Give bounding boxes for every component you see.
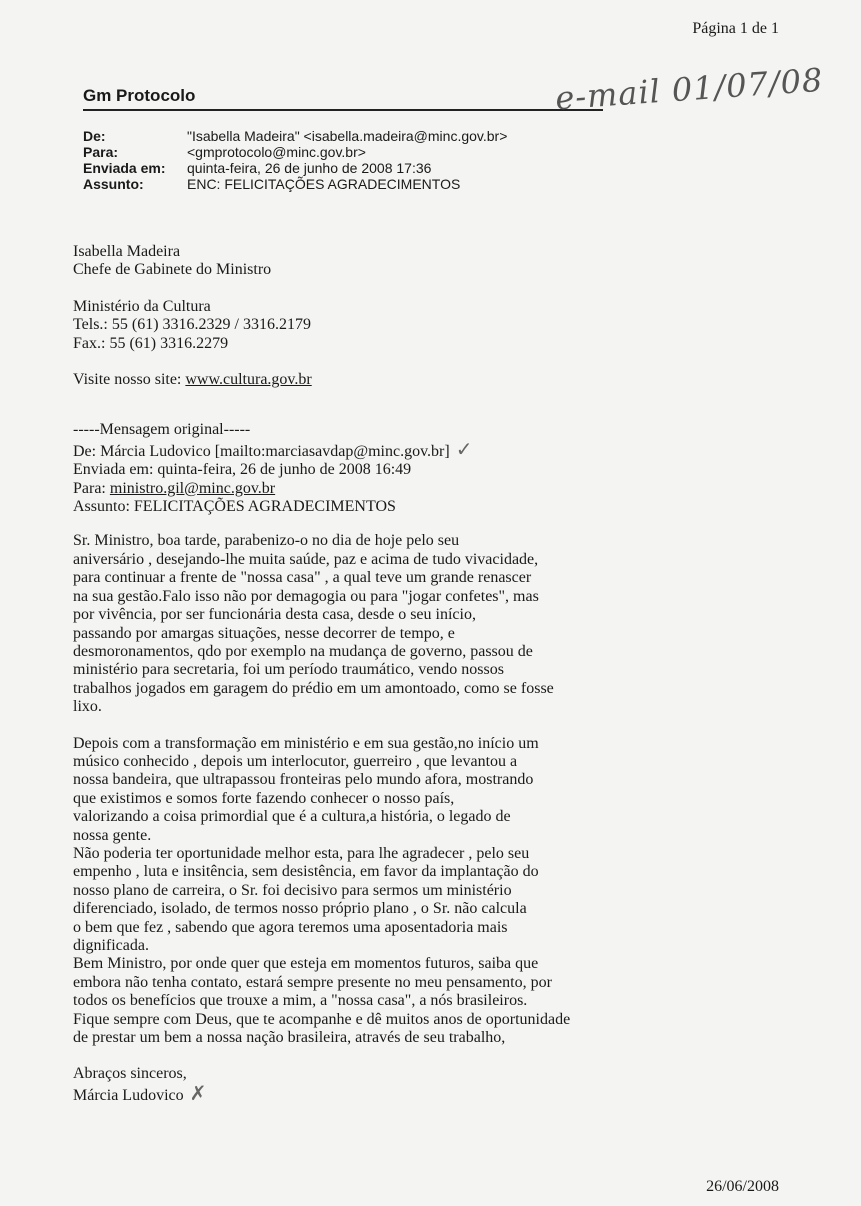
original-from: [73, 436, 633, 461]
email-body: [73, 243, 633, 1105]
meta-to-row: [83, 144, 507, 160]
meta-label: De:: [83, 128, 106, 144]
text-line: nossa gente.: [73, 826, 152, 844]
original-to: [73, 480, 633, 498]
text-line: todos os benefícios que trouxe a mim, a "nossa casa", a nós brasileiros.: [73, 992, 528, 1010]
original-from-text: De: Márcia Ludovico [mailto:marciasavdap@minc.gov.br]: [73, 442, 450, 460]
text-line: Bem Ministro, por onde quer que esteja em momentos futuros, saiba que: [73, 955, 539, 973]
text-line: passando por amargas situações, nesse decorrer de tempo, e: [73, 624, 455, 642]
signature-name: Isabella Madeira: [73, 243, 181, 260]
header-title: Gm Protocolo: [83, 86, 196, 105]
meta-value: quinta-feira, 26 de junho de 2008 17:36: [187, 160, 432, 176]
meta-subject-row: [83, 176, 507, 192]
footer-date: 26/06/2008: [706, 1178, 779, 1195]
text-line: por vivência, por ser funcionária desta casa, desde o seu início,: [73, 606, 476, 624]
text-line: de prestar um bem a nossa nação brasileira, através de seu trabalho,: [73, 1029, 506, 1047]
signature-fax: Fax.: 55 (61) 3316.2279: [73, 334, 229, 352]
text-line: na sua gestão.Falo isso não por demagogia ou para "jogar confetes", mas: [73, 587, 539, 605]
text-line: que existimos e somos forte fazendo conhecer o nosso país,: [73, 789, 455, 807]
text-line: embora não tenha contato, estará sempre presente no meu pensamento, por: [73, 973, 552, 991]
text-line: dignificada.: [73, 937, 149, 954]
original-divider: -----Mensagem original-----: [73, 421, 251, 439]
message-paragraph-2: [73, 735, 613, 1048]
text-line: nossa bandeira, que ultrapassou fronteiras pelo mundo afora, mostrando: [73, 771, 534, 789]
original-to-email[interactable]: ministro.gil@minc.gov.br: [109, 479, 276, 497]
header-divider: [83, 109, 603, 111]
text-line: ministério para secretaria, foi um período traumático, vendo nossos: [73, 661, 504, 679]
message-paragraph-1: [73, 532, 613, 716]
text-line: valorizando a coisa primordial que é a cultura,a história, o legado de: [73, 808, 511, 826]
text-line: Sr. Ministro, boa tarde, parabenizo-o no dia de hoje pelo seu: [73, 532, 460, 550]
signature-site: [73, 371, 633, 389]
text-line: diferenciado, isolado, de termos nosso próprio plano , o Sr. não calcula: [73, 900, 527, 918]
meta-from-row: [83, 128, 507, 144]
handwritten-note: e-mail 01/07/08: [554, 60, 825, 118]
checkmark-icon: ✓: [455, 436, 473, 461]
original-to-label: Para:: [73, 479, 110, 497]
page-number: Página 1 de 1: [692, 20, 779, 37]
closing-name: [73, 1080, 633, 1105]
email-meta: [83, 128, 507, 192]
closing: Abraços sinceros,: [73, 1065, 187, 1083]
meta-value: "Isabella Madeira" <isabella.madeira@minc.gov.br>: [187, 128, 508, 144]
meta-label: Assunto:: [83, 176, 144, 192]
closing-name-text: Márcia Ludovico: [73, 1086, 184, 1104]
text-line: desmoronamentos, qdo por exemplo na mudança de governo, passou de: [73, 642, 533, 660]
checkmark-icon: ✗: [189, 1080, 207, 1105]
text-line: lixo.: [73, 698, 102, 716]
text-line: o bem que fez , sabendo que agora teremos uma aposentadoria mais: [73, 918, 508, 936]
signature-tels: Tels.: 55 (61) 3316.2329 / 3316.2179: [73, 316, 311, 334]
text-line: músico conhecido , depois um interlocutor, guerreiro , que levantou a: [73, 752, 518, 770]
signature-org: Ministério da Cultura: [73, 297, 211, 315]
meta-sent-row: [83, 160, 507, 176]
text-line: Não poderia ter oportunidade melhor esta, para lhe agradecer , pelo seu: [73, 844, 530, 862]
text-line: nosso plano de carreira, o Sr. foi decisivo para sermos um ministério: [73, 881, 512, 899]
text-line: Depois com a transformação em ministério e em sua gestão,no início um: [73, 734, 539, 752]
original-sent: Enviada em: quinta-feira, 26 de junho de 2008 16:49: [73, 461, 412, 479]
text-line: trabalhos jogados em garagem do prédio em um amontoado, como se fosse: [73, 679, 554, 697]
original-subject: Assunto: FELICITAÇÕES AGRADECIMENTOS: [73, 498, 396, 516]
text-line: aniversário , desejando-lhe muita saúde, paz e acima de tudo vivacidade,: [73, 550, 539, 568]
text-line: Fique sempre com Deus, que te acompanhe e dê muitos anos de oportunidade: [73, 1010, 571, 1028]
text-line: para continuar a frente de "nossa casa" , a qual teve um grande renascer: [73, 569, 532, 587]
site-label: Visite nosso site:: [73, 371, 186, 389]
meta-label: Para:: [83, 144, 119, 160]
meta-value: ENC: FELICITAÇÕES AGRADECIMENTOS: [187, 176, 461, 192]
meta-label: Enviada em:: [83, 160, 166, 176]
site-link[interactable]: www.cultura.gov.br: [185, 371, 312, 389]
signature-role: Chefe de Gabinete do Ministro: [73, 261, 272, 279]
meta-value: <gmprotocolo@minc.gov.br>: [187, 144, 366, 160]
text-line: empenho , luta e insitência, sem desistência, em favor da implantação do: [73, 863, 539, 881]
